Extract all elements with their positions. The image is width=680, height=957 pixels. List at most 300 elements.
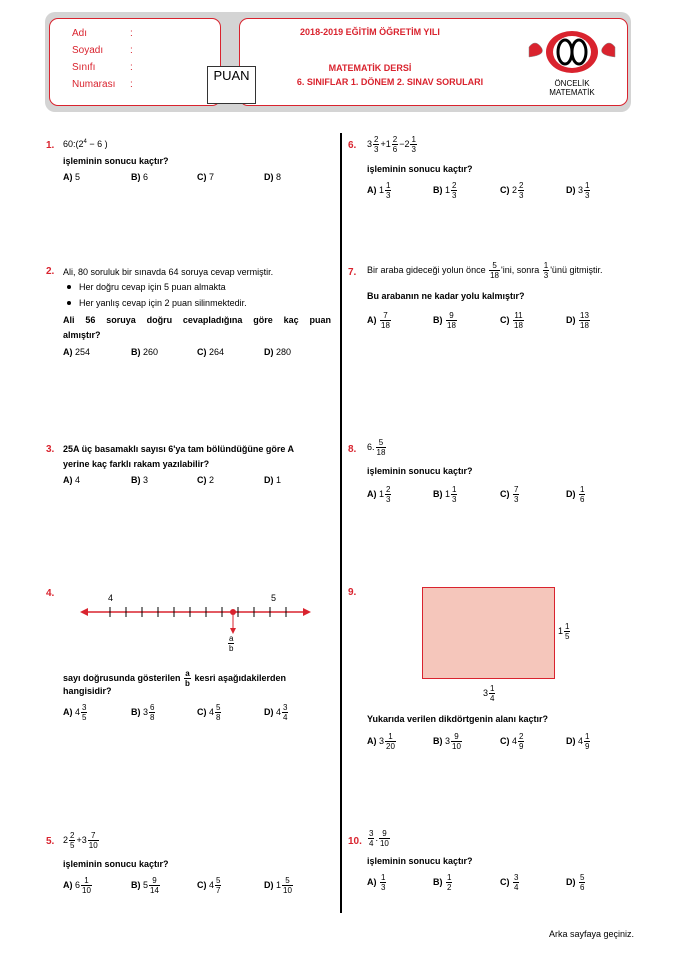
- choice-value: 1: [276, 475, 282, 485]
- answer-choice-a[interactable]: [63, 876, 93, 895]
- expr-part: − 6 ): [86, 139, 108, 149]
- expr-part: 60:(2: [63, 139, 84, 149]
- numerator: 1: [385, 732, 396, 742]
- operator: .: [375, 832, 378, 843]
- text-part: Bir araba gideceği yolun önce: [367, 264, 486, 275]
- expression: [63, 831, 100, 850]
- numerator: 5: [216, 876, 221, 885]
- answer-choice-a[interactable]: [367, 181, 392, 200]
- operator: −: [399, 138, 405, 149]
- choice-value: 254: [75, 347, 91, 357]
- numerator: 3: [514, 873, 519, 882]
- choice-key: A): [367, 735, 377, 746]
- fraction: [385, 181, 391, 200]
- answer-choice-c[interactable]: [500, 873, 520, 892]
- column-divider: [340, 133, 342, 913]
- bottom-length-label: [483, 684, 496, 703]
- field-label-name: Adı: [72, 28, 88, 39]
- question-number: 3.: [46, 444, 55, 455]
- question-number: 4.: [46, 588, 55, 599]
- choice-key: A): [63, 706, 73, 717]
- choice-value: 260: [143, 347, 159, 357]
- whole: 2: [63, 834, 69, 845]
- answer-choice-b[interactable]: [433, 181, 458, 200]
- choice-key: B): [131, 172, 141, 182]
- answer-choice-c[interactable]: [500, 311, 525, 330]
- choice-value: 4: [75, 475, 81, 485]
- numerator: 3: [82, 703, 87, 712]
- choice-key: A): [367, 184, 377, 195]
- answer-choice-d[interactable]: [264, 703, 289, 722]
- whole: 4: [578, 735, 584, 746]
- question-number: 10.: [348, 836, 362, 847]
- fraction: [489, 684, 495, 703]
- inline-fraction: [184, 669, 191, 688]
- header-band: [45, 12, 631, 112]
- choice-key: C): [197, 172, 207, 182]
- question-number: 6.: [348, 140, 357, 151]
- answer-choice-a[interactable]: [63, 172, 80, 182]
- prompt-part: sayı doğrusunda gösterilen: [63, 672, 181, 683]
- question-prompt: yerine kaç farklı rakam yazılabilir?: [63, 459, 210, 469]
- choice-key: C): [500, 488, 510, 499]
- denominator: 9: [519, 742, 524, 751]
- whole: 1: [379, 488, 385, 499]
- question-text: [367, 261, 602, 280]
- answer-choice-b[interactable]: [131, 475, 148, 485]
- answer-choice-a[interactable]: [367, 311, 392, 330]
- whole: 3: [379, 735, 385, 746]
- choice-key: A): [63, 475, 73, 485]
- fraction: [149, 703, 155, 722]
- choice-key: C): [197, 475, 207, 485]
- denominator: 7: [216, 886, 221, 895]
- whole: 4: [512, 735, 518, 746]
- denominator: 18: [376, 448, 386, 457]
- question-prompt: işleminin sonucu kaçtır?: [367, 856, 473, 866]
- whole: 1: [385, 138, 391, 149]
- exam-title: 6. SINIFLAR 1. DÖNEM 2. SINAV SORULARI: [296, 77, 484, 87]
- numerator: 1: [585, 181, 590, 190]
- answer-choice-d[interactable]: [264, 876, 294, 895]
- expression: [367, 829, 391, 848]
- choice-key: D): [264, 347, 274, 357]
- choice-key: A): [63, 879, 73, 890]
- exponent: 4: [83, 139, 87, 145]
- score-box: [207, 66, 256, 104]
- fraction: [513, 873, 519, 892]
- denominator: 10: [379, 839, 389, 848]
- fraction: [215, 703, 221, 722]
- numerator: 2: [374, 135, 379, 144]
- numerator: 2: [519, 181, 524, 190]
- choice-key: D): [264, 879, 274, 890]
- answer-choice-d[interactable]: [566, 873, 586, 892]
- choice-key: C): [197, 347, 207, 357]
- question-prompt: işleminin sonucu kaçtır?: [367, 466, 473, 476]
- choice-key: C): [197, 706, 207, 717]
- fraction: [518, 732, 524, 751]
- fraction: [489, 261, 500, 280]
- colon: :: [130, 79, 133, 90]
- choice-key: A): [367, 314, 377, 325]
- choice-value: 5: [75, 172, 81, 182]
- answer-choice-b[interactable]: [433, 873, 453, 892]
- fraction: [410, 135, 416, 154]
- choice-value: 264: [209, 347, 225, 357]
- whole: 3: [483, 687, 489, 698]
- answer-choice-d[interactable]: [566, 485, 586, 504]
- colon: :: [130, 62, 133, 73]
- choice-key: B): [131, 879, 141, 890]
- question-prompt: işleminin sonucu kaçtır?: [367, 164, 473, 174]
- tick-label: 5: [271, 593, 277, 603]
- fraction: [446, 311, 457, 330]
- answer-choice-a[interactable]: [63, 347, 90, 357]
- choice-key: B): [433, 735, 443, 746]
- whole: 5: [143, 879, 149, 890]
- answer-choice-d[interactable]: [264, 475, 281, 485]
- answer-choice-b[interactable]: [131, 347, 158, 357]
- fraction: [579, 873, 585, 892]
- numerator: 1: [565, 622, 570, 631]
- denominator: 18: [490, 271, 499, 280]
- numerator: 2: [452, 181, 457, 190]
- whole: 2: [512, 184, 518, 195]
- whole: 3: [367, 138, 373, 149]
- score-label: PUAN: [213, 68, 250, 83]
- brand-line-2: MATEMATİK: [549, 88, 595, 97]
- whole: 4: [276, 706, 282, 717]
- question-text: Ali, 80 soruluk bir sınavda 64 soruya cevap vermiştir.: [63, 267, 274, 277]
- whole: 1: [445, 488, 451, 499]
- whole: 1: [276, 879, 282, 890]
- brand-line-1: ÖNCELİK: [554, 79, 590, 88]
- answer-choice-b[interactable]: [433, 732, 463, 751]
- expr-part: 6.: [367, 441, 375, 452]
- denominator: 3: [381, 883, 386, 892]
- operator: +: [76, 834, 82, 845]
- colon: :: [130, 28, 133, 39]
- whole: 3: [143, 706, 149, 717]
- choice-value: 3: [143, 475, 149, 485]
- choice-key: B): [131, 706, 141, 717]
- fraction: [368, 829, 374, 848]
- fraction: [564, 622, 570, 641]
- choice-key: B): [433, 184, 443, 195]
- question-number: 8.: [348, 444, 357, 455]
- rectangle-figure: [422, 587, 555, 679]
- numerator: 13: [580, 311, 589, 320]
- denominator: 3: [543, 271, 549, 280]
- field-label-number: Numarası: [72, 79, 116, 90]
- bullet-item: Her yanlış cevap için 2 puan silinmektedir.: [79, 298, 247, 308]
- bullet-item: Her doğru cevap için 5 puan almakta: [79, 282, 226, 292]
- whole: 1: [558, 625, 564, 636]
- fraction: [282, 876, 293, 895]
- choice-key: D): [566, 314, 576, 325]
- numerator: 2: [392, 135, 398, 144]
- answer-choice-d[interactable]: [566, 181, 591, 200]
- choice-key: B): [131, 475, 141, 485]
- answer-choice-c[interactable]: [500, 732, 525, 751]
- denominator: 5: [70, 841, 75, 850]
- numerator: 2: [519, 732, 524, 741]
- numerator: a: [229, 634, 234, 643]
- numerator: 5: [376, 438, 387, 448]
- answer-choice-a[interactable]: [367, 485, 392, 504]
- numerator: 1: [585, 732, 590, 741]
- denominator: 3: [386, 191, 391, 200]
- question-number: 2.: [46, 266, 55, 277]
- whole: 4: [209, 879, 215, 890]
- point-fraction: [228, 634, 234, 653]
- fraction: [373, 135, 379, 154]
- answer-choice-b[interactable]: [433, 485, 458, 504]
- denominator: 3: [519, 191, 524, 200]
- denominator: 3: [411, 145, 416, 154]
- expression: [367, 135, 418, 154]
- fraction: [81, 703, 87, 722]
- denominator: 4: [490, 694, 495, 703]
- fraction: [69, 831, 75, 850]
- denominator: 9: [585, 742, 590, 751]
- question-number: 9.: [348, 587, 357, 598]
- denominator: 18: [447, 321, 456, 330]
- fraction: [579, 311, 590, 330]
- numerator: 1: [81, 876, 92, 886]
- fraction: [584, 181, 590, 200]
- choice-value: 2: [209, 475, 215, 485]
- denominator: b: [185, 679, 190, 688]
- denominator: 10: [82, 886, 91, 895]
- choice-key: C): [500, 735, 510, 746]
- whole: 4: [209, 706, 215, 717]
- numerator: 1: [543, 261, 549, 270]
- fraction: [385, 485, 391, 504]
- question-prompt: Yukarıda verilen dikdörtgenin alanı kaçtır?: [367, 714, 549, 724]
- denominator: 20: [386, 742, 395, 751]
- side-length-label: [558, 622, 571, 641]
- answer-choice-b[interactable]: [131, 703, 156, 722]
- question-prompt: almıştır?: [63, 330, 101, 340]
- brand-logo-icon: [527, 29, 617, 73]
- choice-key: B): [131, 347, 141, 357]
- choice-key: A): [367, 488, 377, 499]
- fraction: [149, 876, 160, 895]
- choice-key: D): [566, 488, 576, 499]
- whole: 3: [445, 735, 451, 746]
- choice-key: C): [197, 879, 207, 890]
- question-prompt: 25A üç basamaklı sayısı 6'ya tam bölündüğüne göre A: [63, 444, 295, 454]
- answer-choice-d[interactable]: [566, 732, 591, 751]
- denominator: 18: [514, 321, 523, 330]
- answer-choice-c[interactable]: [197, 172, 214, 182]
- operator: +: [380, 138, 386, 149]
- choice-key: B): [433, 876, 443, 887]
- numerator: 7: [380, 311, 391, 321]
- fraction: [579, 485, 585, 504]
- numerator: 2: [386, 485, 391, 494]
- choice-key: D): [566, 735, 576, 746]
- denominator: 3: [585, 191, 590, 200]
- fraction: [451, 485, 457, 504]
- fraction: [513, 485, 519, 504]
- numerator: 7: [88, 831, 99, 841]
- fraction: [215, 876, 221, 895]
- question-prompt: Bu arabanın ne kadar yolu kalmıştır?: [367, 291, 525, 301]
- numerator: 1: [452, 485, 457, 494]
- choice-key: A): [63, 347, 73, 357]
- answer-choice-a[interactable]: [367, 873, 387, 892]
- fraction: [282, 703, 288, 722]
- answer-choice-d[interactable]: [566, 311, 591, 330]
- number-line: [80, 592, 312, 642]
- choice-key: C): [500, 314, 510, 325]
- fraction: [379, 829, 390, 848]
- fraction: [376, 438, 387, 457]
- footer-note: Arka sayfaya geçiniz.: [548, 929, 634, 939]
- answer-choice-c[interactable]: [197, 703, 222, 722]
- denominator: 4: [514, 883, 519, 892]
- fraction: [81, 876, 92, 895]
- numerator: 1: [381, 873, 386, 882]
- question-number: 7.: [348, 267, 357, 278]
- numerator: 1: [386, 181, 391, 190]
- fraction: [518, 181, 524, 200]
- denominator: 8: [216, 713, 221, 722]
- answer-choice-a[interactable]: [63, 475, 80, 485]
- field-label-surname: Soyadı: [72, 45, 104, 56]
- fraction: [392, 135, 398, 154]
- whole: 3: [81, 834, 87, 845]
- choice-key: B): [433, 314, 443, 325]
- numerator: 2: [70, 831, 75, 840]
- answer-choice-c[interactable]: [197, 876, 222, 895]
- numerator: 5: [580, 873, 585, 882]
- question-number: 1.: [46, 140, 55, 151]
- choice-key: A): [63, 172, 73, 182]
- answer-choice-a[interactable]: [367, 732, 397, 751]
- numerator: 9: [149, 876, 160, 886]
- denominator: 10: [283, 886, 292, 895]
- fraction: [385, 732, 396, 751]
- numerator: 3: [283, 703, 288, 712]
- prompt-part: kesri aşağıdakilerden: [194, 672, 287, 683]
- answer-choice-b[interactable]: [131, 876, 161, 895]
- choice-key: D): [264, 172, 274, 182]
- answer-choice-c[interactable]: [500, 485, 520, 504]
- whole: 1: [445, 184, 451, 195]
- question-prompt: hangisidir?: [63, 686, 112, 696]
- denominator: b: [229, 644, 234, 653]
- numerator: 1: [411, 135, 416, 144]
- choice-key: B): [433, 488, 443, 499]
- numerator: 5: [216, 703, 221, 712]
- choice-value: 280: [276, 347, 292, 357]
- text-part: 'ünü gitmiştir.: [550, 264, 603, 275]
- denominator: 4: [283, 713, 288, 722]
- denominator: 5: [565, 632, 570, 641]
- whole: 2: [404, 138, 410, 149]
- expression: [367, 438, 387, 457]
- fraction: [380, 873, 386, 892]
- whole: 4: [75, 706, 81, 717]
- fraction: [451, 181, 457, 200]
- choice-value: 6: [143, 172, 149, 182]
- answer-choice-c[interactable]: [197, 347, 224, 357]
- answer-choice-d[interactable]: [264, 347, 291, 357]
- numerator: 9: [379, 829, 390, 839]
- numerator: 3: [369, 829, 374, 838]
- course-title: MATEMATİK DERSİ: [328, 63, 412, 73]
- denominator: 5: [82, 713, 87, 722]
- choice-key: D): [264, 706, 274, 717]
- denominator: 6: [580, 883, 585, 892]
- choice-key: D): [566, 876, 576, 887]
- fraction: [584, 732, 590, 751]
- choice-key: C): [500, 184, 510, 195]
- student-info-card: [49, 18, 221, 106]
- answer-choice-b[interactable]: [433, 311, 458, 330]
- numerator: 7: [514, 485, 519, 494]
- denominator: 3: [386, 495, 391, 504]
- fraction: [543, 261, 549, 280]
- numerator: 1: [580, 485, 585, 494]
- denominator: 18: [580, 321, 589, 330]
- denominator: 2: [447, 883, 452, 892]
- denominator: 18: [381, 321, 390, 330]
- question-prompt: işleminin sonucu kaçtır?: [63, 859, 169, 869]
- text-part: 'ini, sonra: [501, 264, 540, 275]
- denominator: 14: [150, 886, 159, 895]
- fraction: [513, 311, 524, 330]
- denominator: 3: [374, 145, 379, 154]
- field-label-class: Sınıfı: [72, 62, 96, 73]
- whole: 1: [379, 184, 385, 195]
- answer-choice-c[interactable]: [500, 181, 525, 200]
- numerator: 9: [446, 311, 457, 321]
- answer-choice-a[interactable]: [63, 703, 88, 722]
- denominator: 3: [452, 191, 457, 200]
- numerator: 11: [514, 311, 523, 320]
- numerator: 9: [451, 732, 462, 742]
- denominator: 3: [452, 495, 457, 504]
- fraction: [380, 311, 391, 330]
- whole: 3: [578, 184, 584, 195]
- numerator: 5: [489, 261, 500, 271]
- denominator: 6: [580, 495, 585, 504]
- choice-key: A): [367, 876, 377, 887]
- fraction: [446, 873, 452, 892]
- denominator: 3: [514, 495, 519, 504]
- fraction: [451, 732, 462, 751]
- denominator: 10: [88, 841, 98, 850]
- choice-value: 8: [276, 172, 282, 182]
- choice-key: D): [566, 184, 576, 195]
- choice-key: D): [264, 475, 274, 485]
- answer-choice-b[interactable]: [131, 172, 148, 182]
- answer-choice-d[interactable]: [264, 172, 281, 182]
- fraction: [88, 831, 99, 850]
- answer-choice-c[interactable]: [197, 475, 214, 485]
- school-year: 2018-2019 EĞİTİM ÖĞRETİM YILI: [300, 27, 440, 37]
- denominator: 8: [150, 713, 155, 722]
- question-number: 5.: [46, 836, 55, 847]
- numerator: 5: [282, 876, 293, 886]
- tick-label: 4: [108, 593, 114, 603]
- numerator: a: [185, 669, 190, 678]
